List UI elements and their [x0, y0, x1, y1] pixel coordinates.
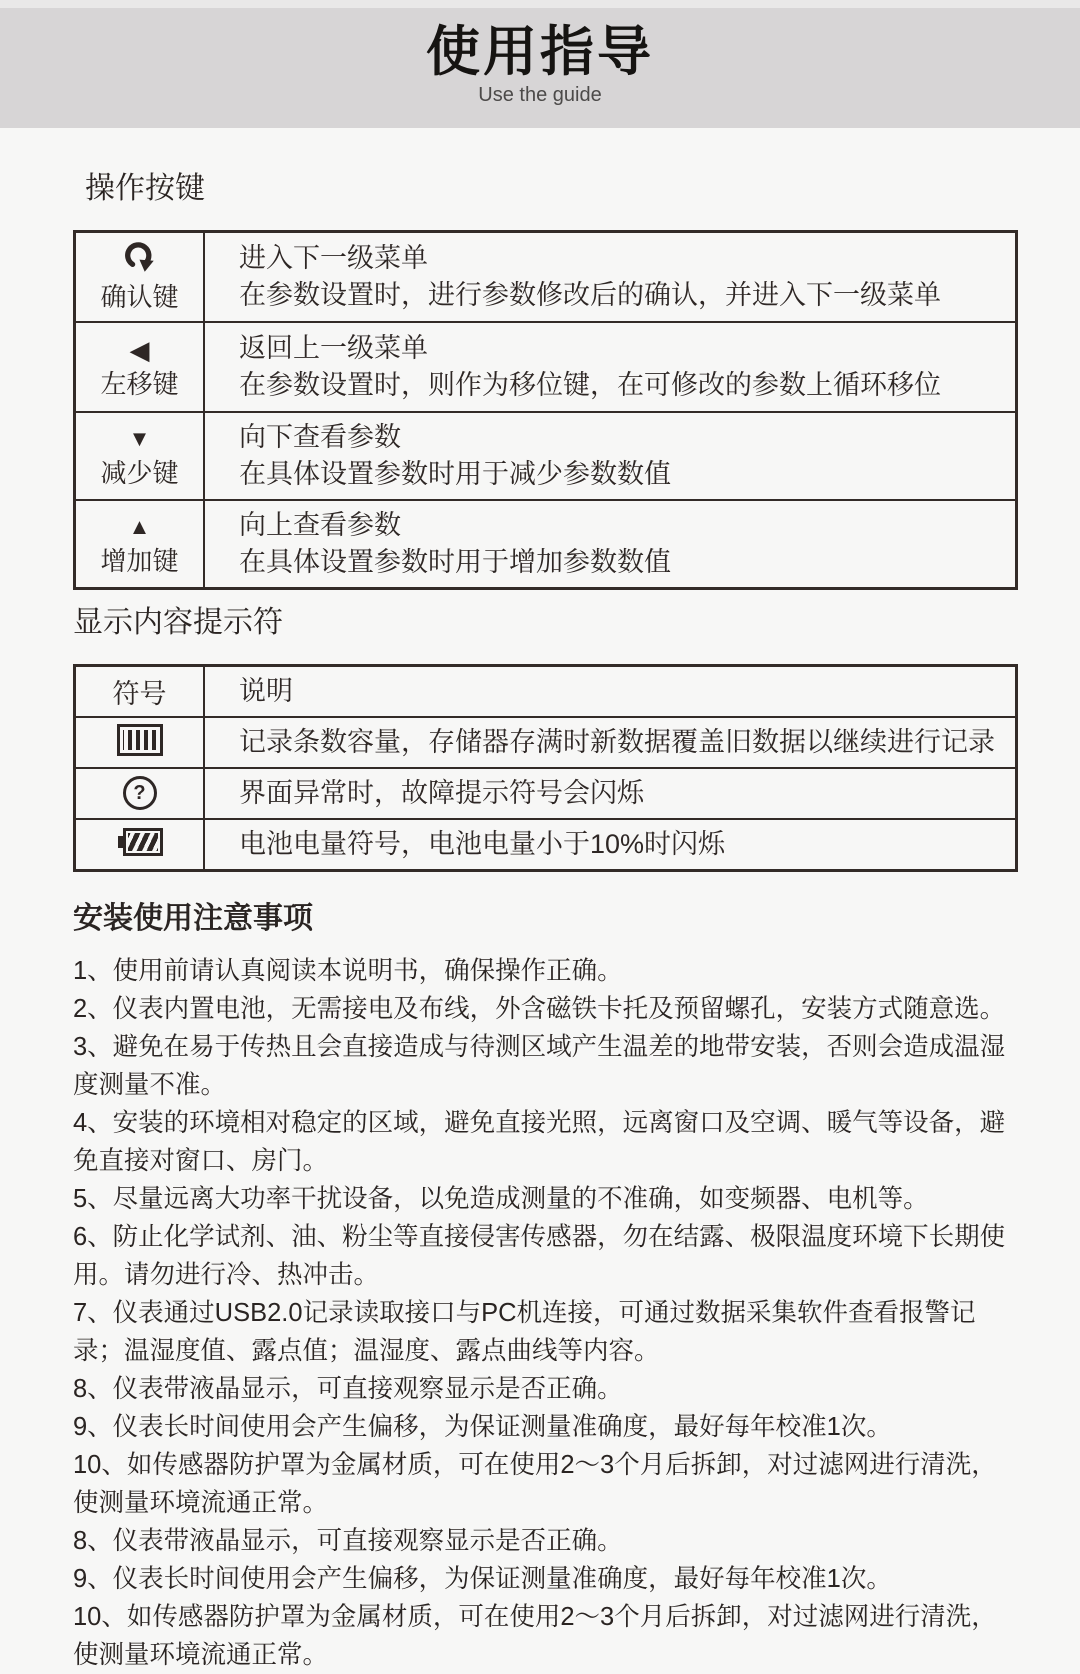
key-row-left	[75, 322, 1017, 412]
install-notes-list	[73, 952, 1018, 1674]
key-icon-cell	[75, 232, 205, 322]
key-row-increase	[75, 500, 1017, 589]
section-heading-operation-keys: 操作按键	[85, 172, 205, 205]
key-desc-line2: 在参数设置时，则作为移位键，在可修改的参数上循环移位	[239, 369, 941, 400]
key-desc-cell	[204, 500, 1017, 589]
key-desc-cell	[204, 322, 1017, 412]
key-desc-line2: 在参数设置时，进行参数修改后的确认，并进入下一级菜单	[239, 279, 941, 310]
note-item: 5、尽量远离大功率干扰设备，以免造成测量的不准确，如变频器、电机等。	[73, 1184, 929, 1213]
note-item: 6、防止化学试剂、油、粉尘等直接侵害传感器，勿在结露、极限温度环境下长期使用。请勿进行冷、热冲击。	[73, 1222, 1006, 1289]
up-triangle-icon: ▲	[128, 513, 151, 539]
battery-level-icon	[123, 828, 163, 856]
confirm-redo-arrow-icon	[121, 240, 159, 274]
note-item: 10、如传感器防护罩为金属材质，可在使用2～3个月后拆卸，对过滤网进行清洗，使测量环境流通正常。	[73, 1602, 997, 1669]
note-item: 7、仪表通过USB2.0记录读取接口与PC机连接，可通过数据采集软件查看报警记录；温湿度值、露点值；温湿度、露点曲线等内容。	[73, 1298, 976, 1365]
display-symbols-table	[73, 664, 1018, 872]
symbols-col1-header: 符号	[75, 665, 205, 717]
key-icon-cell	[75, 322, 205, 412]
key-desc-line1: 返回上一级菜单	[239, 332, 428, 363]
key-label: 确认键	[100, 282, 179, 313]
symbol-row-memory	[75, 717, 1017, 768]
page-title: 使用指导	[426, 22, 654, 82]
down-triangle-icon: ▼	[128, 425, 151, 451]
note-item: 10、如传感器防护罩为金属材质，可在使用2～3个月后拆卸，对过滤网进行清洗，使测量环境流通正常。	[73, 1450, 997, 1517]
note-item: 8、仪表带液晶显示，可直接观察显示是否正确。	[73, 1374, 623, 1403]
page-header	[0, 8, 1080, 128]
note-item: 1、使用前请认真阅读本说明书，确保操作正确。	[73, 956, 623, 985]
key-label: 增加键	[100, 545, 179, 576]
note-item: 3、避免在易于传热且会直接造成与待测区域产生温差的地带安装，否则会造成温湿度测量不准。	[73, 1032, 1006, 1099]
symbol-row-fault	[75, 768, 1017, 819]
symbol-icon-cell	[75, 768, 205, 819]
note-item: 9、仪表长时间使用会产生偏移，为保证测量准确度，最好每年校准1次。	[73, 1564, 892, 1593]
symbol-desc-cell: 记录条数容量，存储器存满时新数据覆盖旧数据以继续进行记录	[204, 717, 1017, 768]
symbol-desc-cell: 电池电量符号，电池电量小于10%时闪烁	[204, 819, 1017, 871]
operation-keys-table	[73, 230, 1018, 590]
symbol-icon-cell	[75, 717, 205, 768]
key-icon-cell	[75, 500, 205, 589]
key-row-confirm	[75, 232, 1017, 322]
key-label: 减少键	[100, 457, 179, 488]
question-mark-icon: ?	[123, 776, 157, 810]
content	[73, 172, 1018, 1674]
key-icon-cell	[75, 412, 205, 500]
symbols-header-row	[75, 665, 1017, 717]
symbols-col2-header: 说明	[204, 665, 1017, 717]
top-strip	[0, 0, 1080, 8]
key-desc-line1: 进入下一级菜单	[239, 242, 428, 273]
symbol-desc-cell: 界面异常时，故障提示符号会闪烁	[204, 768, 1017, 819]
key-desc-line1: 向上查看参数	[239, 509, 401, 540]
key-desc-line2: 在具体设置参数时用于增加参数数值	[239, 546, 671, 577]
note-item: 9、仪表长时间使用会产生偏移，为保证测量准确度，最好每年校准1次。	[73, 1412, 892, 1441]
symbol-row-battery	[75, 819, 1017, 871]
page-subtitle: Use the guide	[478, 84, 602, 106]
section-heading-install-notes: 安装使用注意事项	[73, 901, 313, 935]
note-item: 8、仪表带液晶显示，可直接观察显示是否正确。	[73, 1526, 623, 1555]
note-item: 4、安装的环境相对稳定的区域，避免直接光照，远离窗口及空调、暖气等设备，避免直接对窗口、房门。	[73, 1108, 1006, 1175]
key-desc-line2: 在具体设置参数时用于减少参数数值	[239, 458, 671, 489]
key-desc-cell	[204, 232, 1017, 322]
key-label: 左移键	[100, 368, 179, 399]
key-desc-cell	[204, 412, 1017, 500]
note-item: 2、仪表内置电池，无需接电及布线，外含磁铁卡托及预留螺孔，安装方式随意选。	[73, 994, 1006, 1023]
key-row-decrease	[75, 412, 1017, 500]
section-heading-display-symbols: 显示内容提示符	[73, 605, 283, 639]
key-desc-line1: 向下查看参数	[239, 421, 401, 452]
left-triangle-icon: ◀	[129, 334, 150, 365]
memory-capacity-icon	[117, 724, 163, 756]
symbol-icon-cell	[75, 819, 205, 871]
